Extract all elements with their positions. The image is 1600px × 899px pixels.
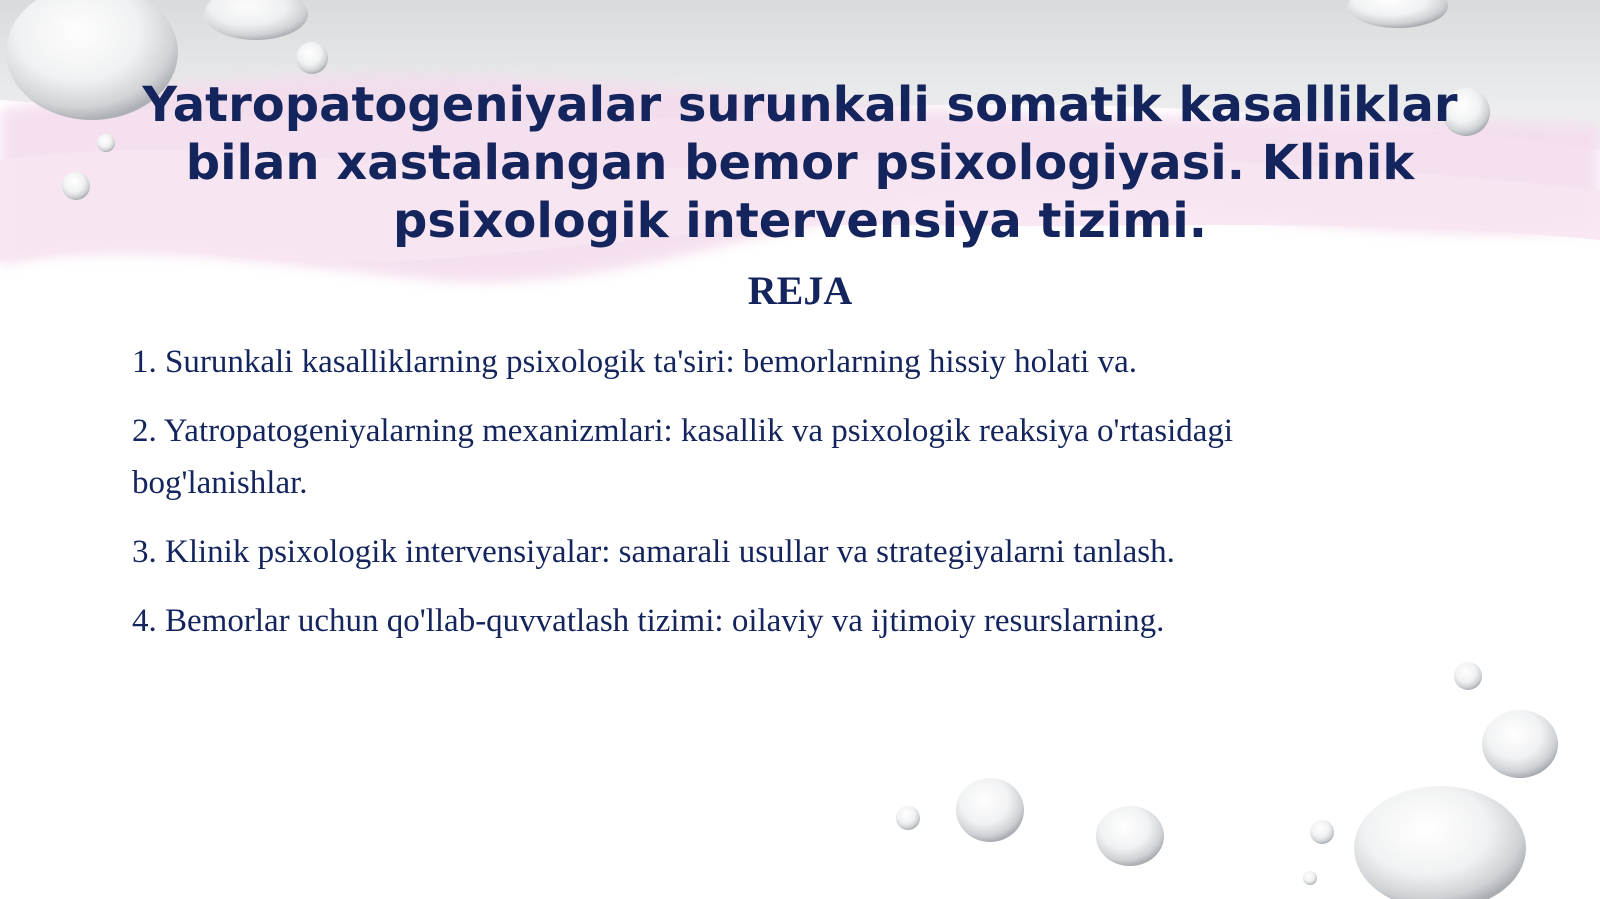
- plan-item: 1. Surunkali kasalliklarning psixologik ta'siri: bemorlarning hissiy holati va.: [132, 344, 1137, 380]
- plan-list: [132, 336, 1392, 664]
- plan-item: 4. Bemorlar uchun qo'llab-quvvatlash tizimi: oilaviy va ijtimoiy resurslarning.: [132, 603, 1165, 639]
- plan-item: 2. Yatropatogeniyalarning mexanizmlari: kasallik va psixologik reaksiya o'rtasidagi bog'lanishlar.: [132, 413, 1234, 501]
- droplets-bottom-right: [896, 662, 1558, 899]
- plan-item: 3. Klinik psixologik intervensiyalar: samarali usullar va strategiyalarni tanlash.: [132, 534, 1175, 570]
- plan-heading: REJA: [747, 268, 853, 313]
- slide-title: Yatropatogeniyalar surunkali somatik kasalliklar bilan xastalangan bemor psixologiyasi. Klinik psixologik intervensiya tizimi.: [142, 77, 1458, 249]
